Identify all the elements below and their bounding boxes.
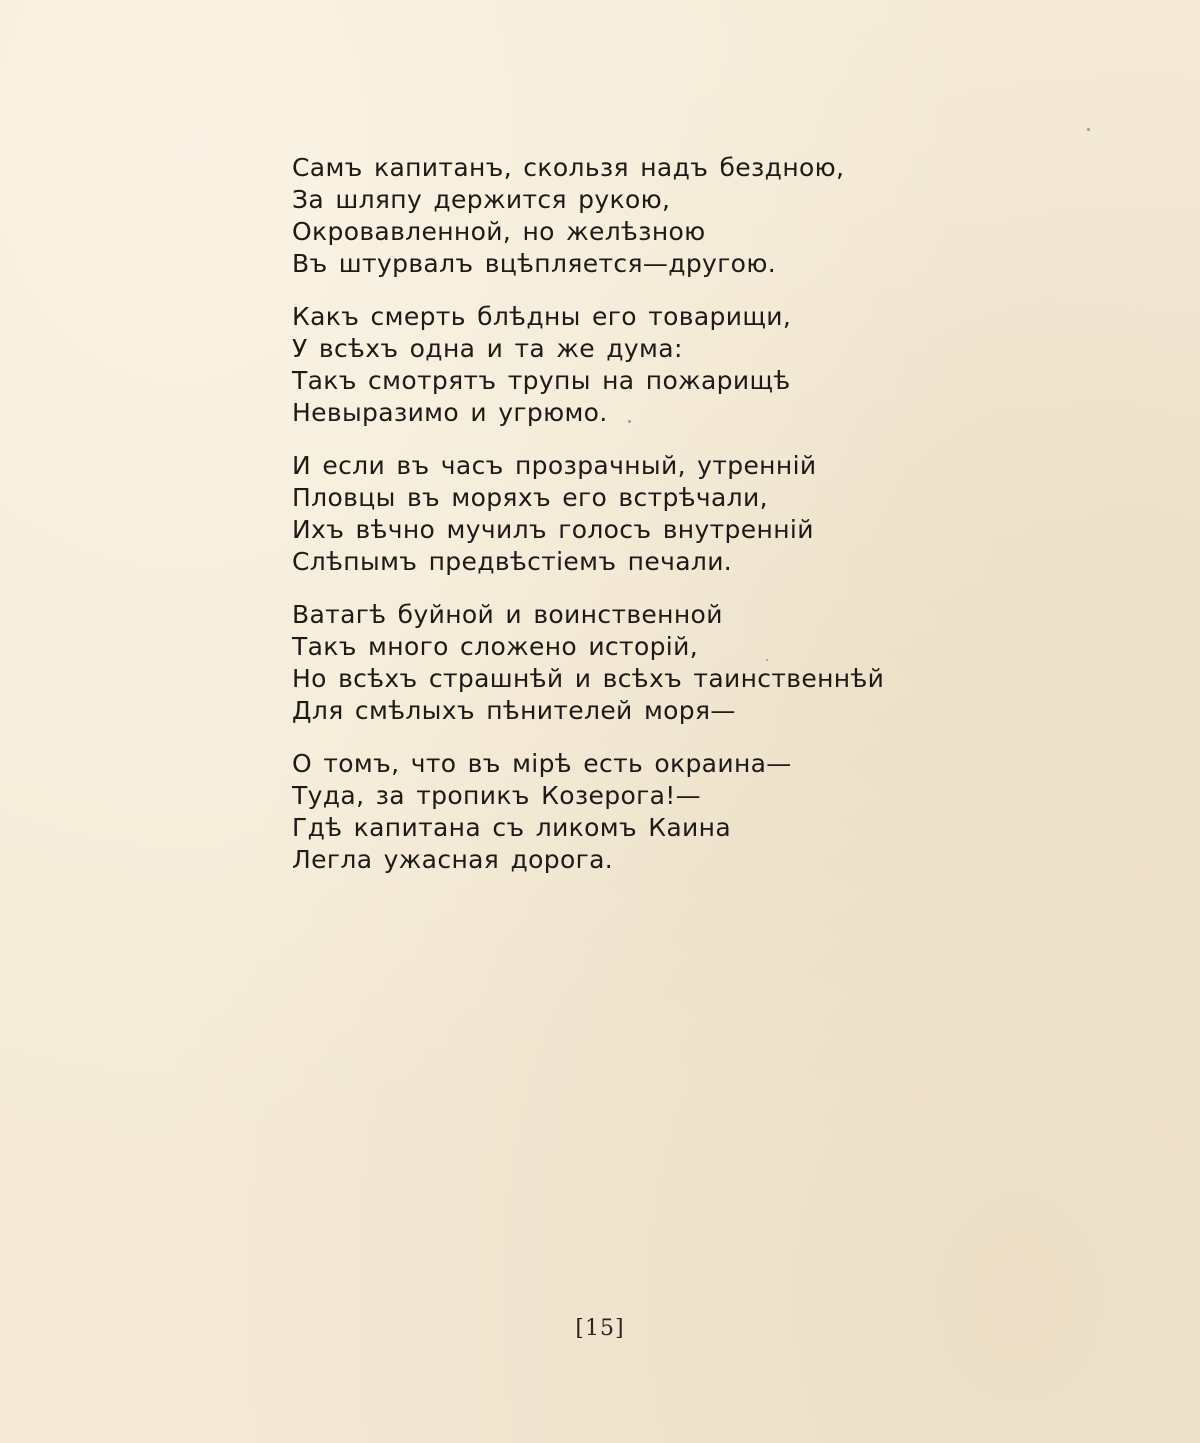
- poem-line: Такъ смотрятъ трупы на пожарищѣ: [292, 366, 791, 395]
- stanza-1: [292, 152, 912, 280]
- poem-line: Такъ много сложено исторій,: [292, 632, 698, 661]
- poem-line: За шляпу держится рукою,: [292, 185, 671, 214]
- poem-line: Для смѣлыхъ пѣнителей моря—: [292, 696, 736, 725]
- poem-line: Пловцы въ моряхъ его встрѣчали,: [292, 483, 768, 512]
- poem-line: Самъ капитанъ, скользя надъ бездною,: [292, 153, 845, 182]
- stanza-5: [292, 748, 912, 876]
- poem-line: Слѣпымъ предвѣстіемъ печали.: [292, 547, 733, 576]
- poem-line: Туда, за тропикъ Козерога!—: [292, 781, 701, 810]
- stanza-2: [292, 301, 912, 429]
- poem-line: У всѣхъ одна и та же дума:: [292, 334, 683, 363]
- poem-line: Ватагѣ буйной и воинственной: [292, 600, 723, 629]
- poem-line: Какъ смерть блѣдны его товарищи,: [292, 302, 792, 331]
- poem-line: Невыразимо и угрюмо.: [292, 398, 608, 427]
- poem-line: О томъ, что въ мірѣ есть окраина—: [292, 749, 792, 778]
- poem-line: Ихъ вѣчно мучилъ голосъ внутренній: [292, 515, 814, 544]
- poem-line: Въ штурвалъ вцѣпляется—другою.: [292, 249, 777, 278]
- poem-line: И если въ часъ прозрачный, утренній: [292, 451, 817, 480]
- poem-line: Но всѣхъ страшнѣй и всѣхъ таинственнѣй: [292, 664, 885, 693]
- stanza-4: [292, 599, 912, 727]
- poem-line: Гдѣ капитана съ ликомъ Каина: [292, 813, 732, 842]
- page-number: [15]: [575, 1316, 625, 1341]
- paper-speck: [1087, 128, 1090, 131]
- stanza-3: [292, 450, 912, 578]
- poem-line: Окровавленной, но желѣзною: [292, 217, 706, 246]
- poem-text: [292, 152, 912, 897]
- paper-speck: [628, 420, 631, 423]
- poem-line: Легла ужасная дорога.: [292, 845, 614, 874]
- paper-speck: [766, 659, 768, 661]
